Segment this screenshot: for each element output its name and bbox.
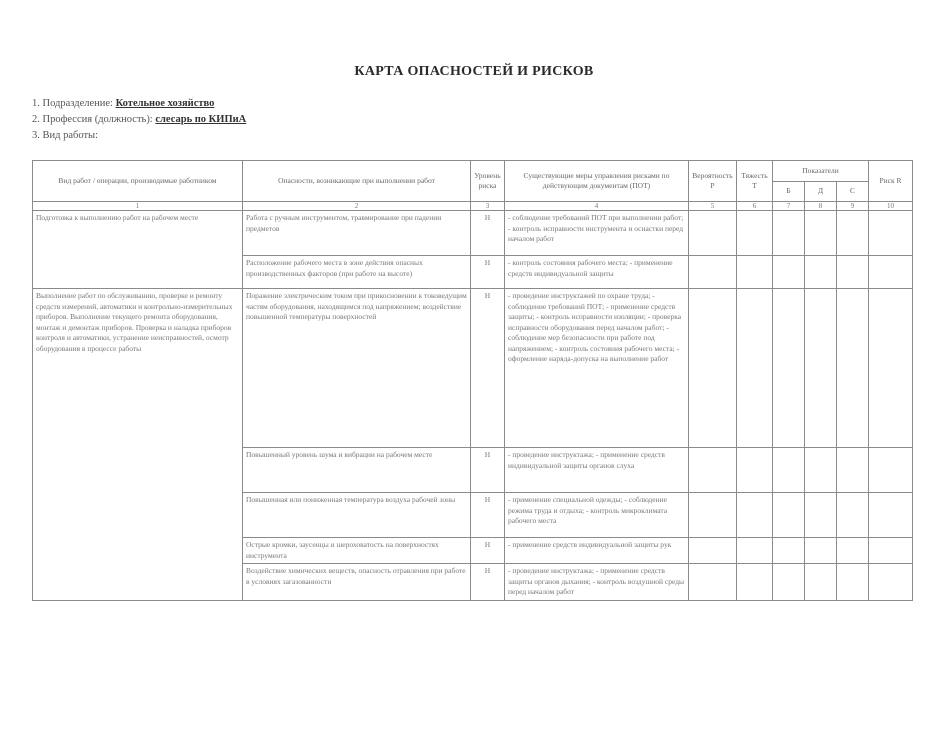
risk-table <box>32 160 913 601</box>
header-sub-c: С <box>837 181 869 202</box>
measures-cell: - проведение инструктажа; - применение средств защиты органов дыхания; - контроль воздушной среды перед началом работ <box>505 564 689 601</box>
hazard-cell: Острые кромки, заусенцы и шероховатость на поверхностях инструмента <box>243 538 471 564</box>
column-number-row <box>33 202 913 211</box>
measures-cell: - соблюдение требований ПОТ при выполнении работ; - контроль исправности инструмента и оснастки перед началом работ <box>505 211 689 256</box>
subdivision-label: 1. Подразделение: <box>32 98 113 109</box>
table-row <box>33 289 913 448</box>
subdivision-row <box>32 96 246 112</box>
level-cell: Н <box>471 211 505 256</box>
level-cell: Н <box>471 493 505 538</box>
column-number: 2 <box>243 202 471 211</box>
measures-cell: - проведение инструктажей по охране труда; - соблюдение требований ПОТ; - применение средств защиты; - контроль исправности изоляции; - проверка исправности оборудования перед началом работ; - соблюдение мер безопасности при работе под напряжением; - контроль состояния рабочего места; - оформление наряда-допуска на выполнение работ <box>505 289 689 448</box>
hazard-cell: Расположение рабочего места в зоне действия опасных производственных факторов (при работе на высоте) <box>243 256 471 289</box>
header-measures: Существующие меры управления рисками по действующим документам (ПОТ) <box>505 161 689 202</box>
column-number: 1 <box>33 202 243 211</box>
column-number: 10 <box>869 202 913 211</box>
work-type-row <box>32 128 246 144</box>
profession-row <box>32 112 246 128</box>
measures-cell: - применение средств индивидуальной защиты рук <box>505 538 689 564</box>
header-probability: Вероятность P <box>689 161 737 202</box>
work-cell: Выполнение работ по обслуживанию, проверке и ремонту средств измерений, автоматики и контрольно-измерительных приборов. Выполнение текущего ремонта оборудования, монтаж и демонтаж приборов. Проверка и наладка приборов контроля и автоматики, устранение неисправностей, осмотр оборудования в процессе работы <box>33 289 243 601</box>
hazard-cell: Воздействие химических веществ, опасность отравления при работе в условиях загазованности <box>243 564 471 601</box>
measures-cell: - применение специальной одежды; - соблюдение режима труда и отдыха; - контроль микроклимата рабочего места <box>505 493 689 538</box>
level-cell: Н <box>471 564 505 601</box>
column-number: 4 <box>505 202 689 211</box>
hazard-cell: Поражение электрическим током при прикосновении к токоведущим частям оборудования, находящимся под напряжением; воздействие повышенной температуры поверхностей <box>243 289 471 448</box>
column-number: 3 <box>471 202 505 211</box>
column-number: 7 <box>773 202 805 211</box>
column-number: 5 <box>689 202 737 211</box>
header-work: Вид работ / операции, производимые работником <box>33 161 243 202</box>
document-meta <box>32 96 246 144</box>
column-number: 9 <box>837 202 869 211</box>
hazard-cell: Работа с ручным инструментом, травмирование при падении предметов <box>243 211 471 256</box>
column-number: 6 <box>737 202 773 211</box>
header-hazard: Опасности, возникающие при выполнении работ <box>243 161 471 202</box>
level-cell: Н <box>471 256 505 289</box>
profession-value: слесарь по КИПиА <box>155 114 247 125</box>
work-cell: Подготовка к выполнению работ на рабочем месте <box>33 211 243 289</box>
header-level: Уровень риска <box>471 161 505 202</box>
subdivision-value: Котельное хозяйство <box>115 98 215 109</box>
hazard-cell: Повышенная или пониженная температура воздуха рабочей зоны <box>243 493 471 538</box>
column-number: 8 <box>805 202 837 211</box>
header-risk: Риск R <box>869 161 913 202</box>
table-row <box>33 211 913 256</box>
work-type-label: 3. Вид работы: <box>32 130 99 141</box>
level-cell: Н <box>471 538 505 564</box>
level-cell: Н <box>471 289 505 448</box>
document-title: КАРТА ОПАСНОСТЕЙ И РИСКОВ <box>354 64 594 79</box>
measures-cell: - контроль состояния рабочего места; - применение средств индивидуальной защиты <box>505 256 689 289</box>
header-group: Показатели <box>773 161 869 182</box>
level-cell: Н <box>471 448 505 493</box>
profession-label: 2. Профессия (должность): <box>32 114 153 125</box>
measures-cell: - проведение инструктажа; - применение средств индивидуальной защиты органов слуха <box>505 448 689 493</box>
hazard-cell: Повышенный уровень шума и вибрации на рабочем месте <box>243 448 471 493</box>
header-severity: Тяжесть T <box>737 161 773 202</box>
header-sub-b: Д <box>805 181 837 202</box>
header-sub-a: Б <box>773 181 805 202</box>
